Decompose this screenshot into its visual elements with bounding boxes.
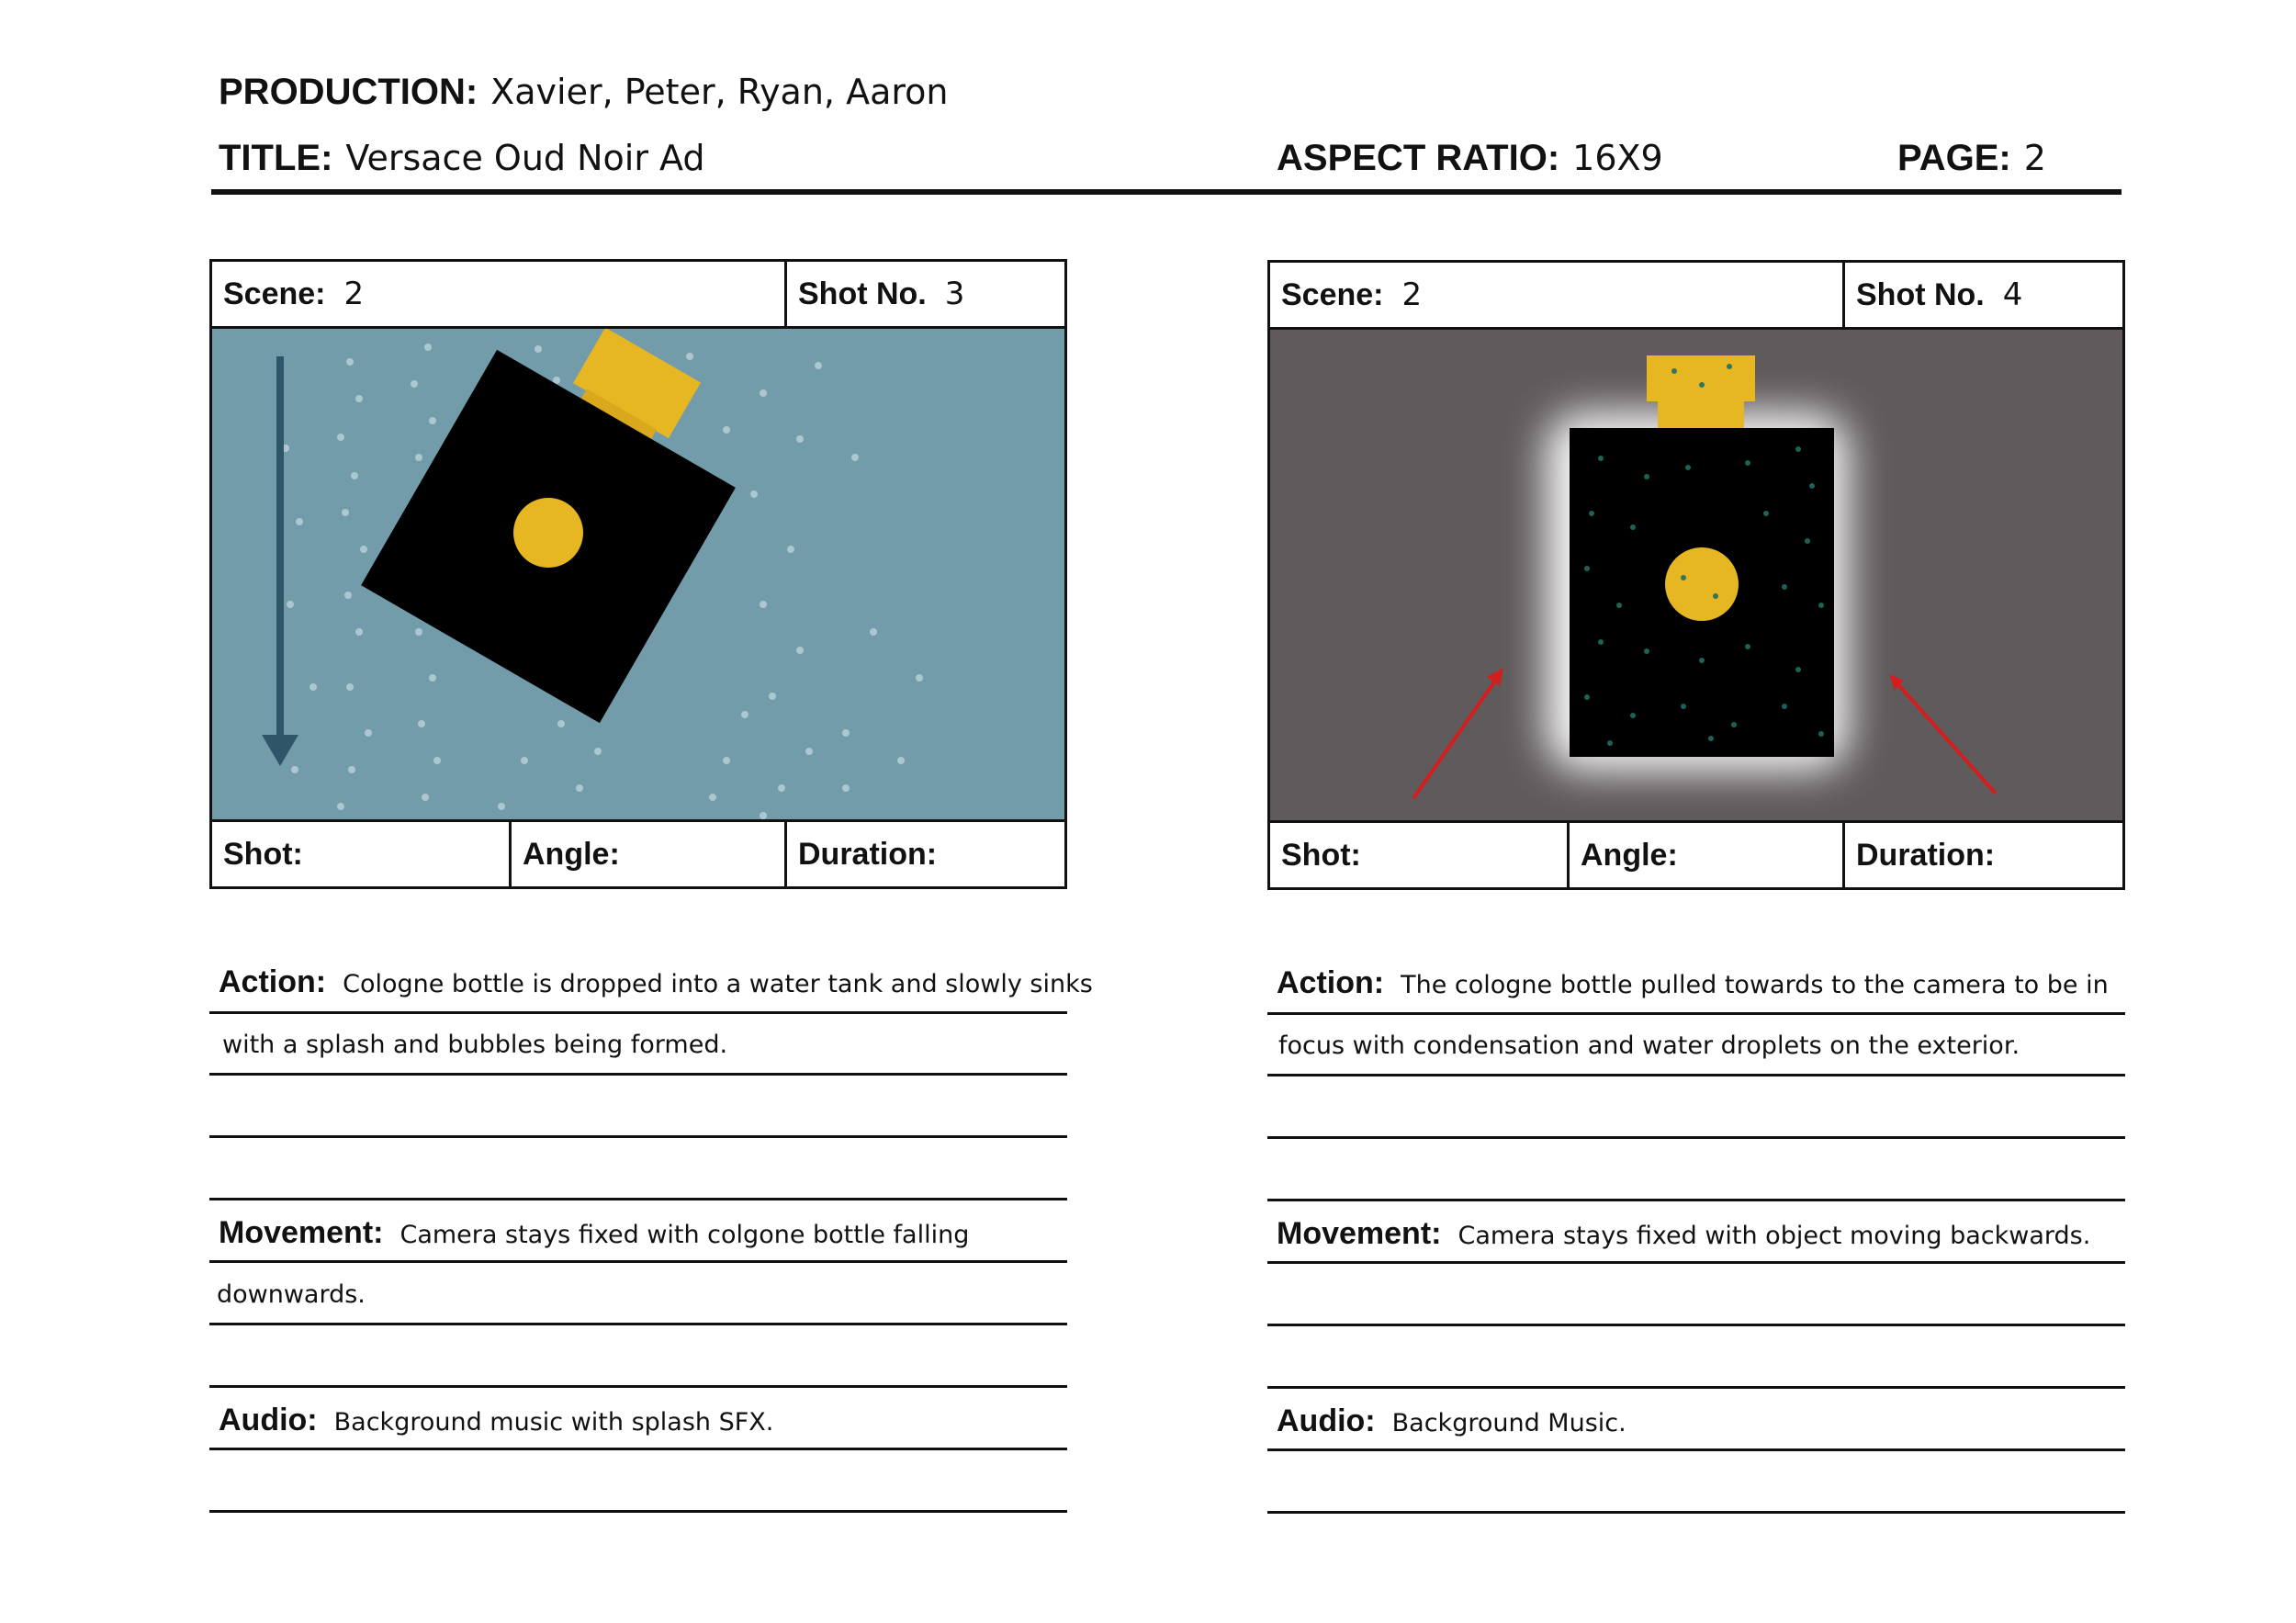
panel-1-action-line-2: with a splash and bubbles being formed. [222,1031,728,1059]
panel-1-angle-cell [512,822,787,886]
aspect-ratio-label: ASPECT RATIO: [1277,138,1560,178]
panel-2-action [1277,965,2109,1001]
panel-2-shot-no-value: 4 [2002,276,2023,313]
page-value: 2 [2023,138,2046,178]
note-line [209,1135,1067,1138]
panel-1-action-label: Action: [219,964,327,999]
panel-1-movement [219,1215,969,1251]
panel-1-action [219,964,1093,1000]
note-line [1267,1199,2125,1201]
panel-2-header [1267,260,2125,330]
panel-2-shot-cell [1270,823,1570,887]
panel-1-notes [209,946,1093,1525]
panel-1-shot-no-cell [787,262,1064,326]
panel-1-shot-cell [212,822,512,886]
note-line [209,1323,1067,1325]
panel-2-movement-line-1: Camera stays fixed with object moving backwards. [1458,1222,2091,1250]
note-line [209,1385,1067,1388]
panel-2-duration-label: Duration: [1856,837,1996,873]
note-line [209,1260,1067,1263]
note-line [209,1011,1067,1014]
panel-2-frame [1267,327,2125,823]
title-row [219,138,704,179]
panel-2-action-line-1: The cologne bottle pulled towards to the camera to be in [1401,971,2109,999]
panel-2-footer [1267,820,2125,890]
panel-2-movement [1277,1216,2090,1252]
panel-2-shot-label: Shot: [1281,837,1361,873]
note-line [1267,1324,2125,1326]
panel-1-audio-line-1: Background music with splash SFX. [333,1408,774,1437]
panel-1-scene-label: Scene: [223,276,326,311]
panel-1-shot-label: Shot: [223,836,303,872]
panel-2-audio [1277,1403,1626,1439]
panel-1-header [209,259,1067,329]
note-line [209,1073,1067,1076]
panel-2-movement-label: Movement: [1277,1216,1442,1251]
panel-1-movement-line-2: downwards. [217,1280,366,1309]
panel-1-duration-label: Duration: [798,836,938,872]
panel-2-angle-cell [1570,823,1845,887]
panel-1-duration-cell [787,822,1064,886]
title-value: Versace Oud Noir Ad [345,138,705,178]
panel-1-footer [209,819,1067,889]
panel-2-duration-cell [1845,823,2122,887]
panel-2-action-line-2: focus with condensation and water droplets on the exterior. [1278,1031,2020,1060]
panel-2-notes [1267,947,2125,1526]
panel-1-scene-cell [212,262,787,326]
panel-2-scene-value: 2 [1401,276,1423,313]
panel-2-action-label: Action: [1277,965,1385,1000]
note-line [209,1448,1067,1450]
panel-1-audio-label: Audio: [219,1403,318,1437]
note-line [1267,1012,2125,1015]
title-label: TITLE: [219,138,333,178]
production-label: PRODUCTION: [219,72,478,112]
panel-1-angle-label: Angle: [523,836,620,872]
note-line [1267,1261,2125,1264]
panel-2-shot-no-label: Shot No. [1856,276,1985,312]
panel-1-scene-value: 2 [343,276,365,312]
note-line [209,1198,1067,1200]
aspect-ratio-row [1277,138,1663,179]
production-value: Xavier, Peter, Ryan, Aaron [490,72,949,112]
bottle-cap [1647,355,1755,401]
panel-2-shot-no-cell [1845,263,2122,327]
bottle-medallion [1665,547,1739,621]
note-line [1267,1386,2125,1389]
panel-2-scene-cell [1270,263,1845,327]
header-divider [211,189,2122,195]
aspect-ratio-value: 16X9 [1572,138,1663,178]
panel-2-audio-label: Audio: [1277,1403,1376,1438]
page-row [1897,138,2046,179]
panel-1-illustration [212,329,1064,819]
bottle-medallion [513,498,583,568]
panel-1-shot-no-value: 3 [944,276,965,312]
note-line [1267,1511,2125,1514]
page-label: PAGE: [1897,138,2011,178]
panel-1-frame [209,326,1067,822]
note-line [1267,1136,2125,1139]
panel-1-movement-label: Movement: [219,1215,384,1250]
note-line [1267,1448,2125,1451]
panel-1-movement-line-1: Camera stays fixed with colgone bottle falling [400,1221,970,1249]
panel-2-illustration [1270,330,2122,820]
panel-2-audio-line-1: Background Music. [1391,1409,1626,1437]
note-line [1267,1074,2125,1076]
note-line [209,1510,1067,1513]
panel-1-shot-no-label: Shot No. [798,276,927,311]
panel-2-angle-label: Angle: [1581,837,1678,873]
panel-1-action-line-1: Cologne bottle is dropped into a water tank and slowly sinks [343,970,1093,998]
panel-2-scene-label: Scene: [1281,276,1384,312]
panel-1-audio [219,1403,773,1438]
production-row [219,72,949,113]
